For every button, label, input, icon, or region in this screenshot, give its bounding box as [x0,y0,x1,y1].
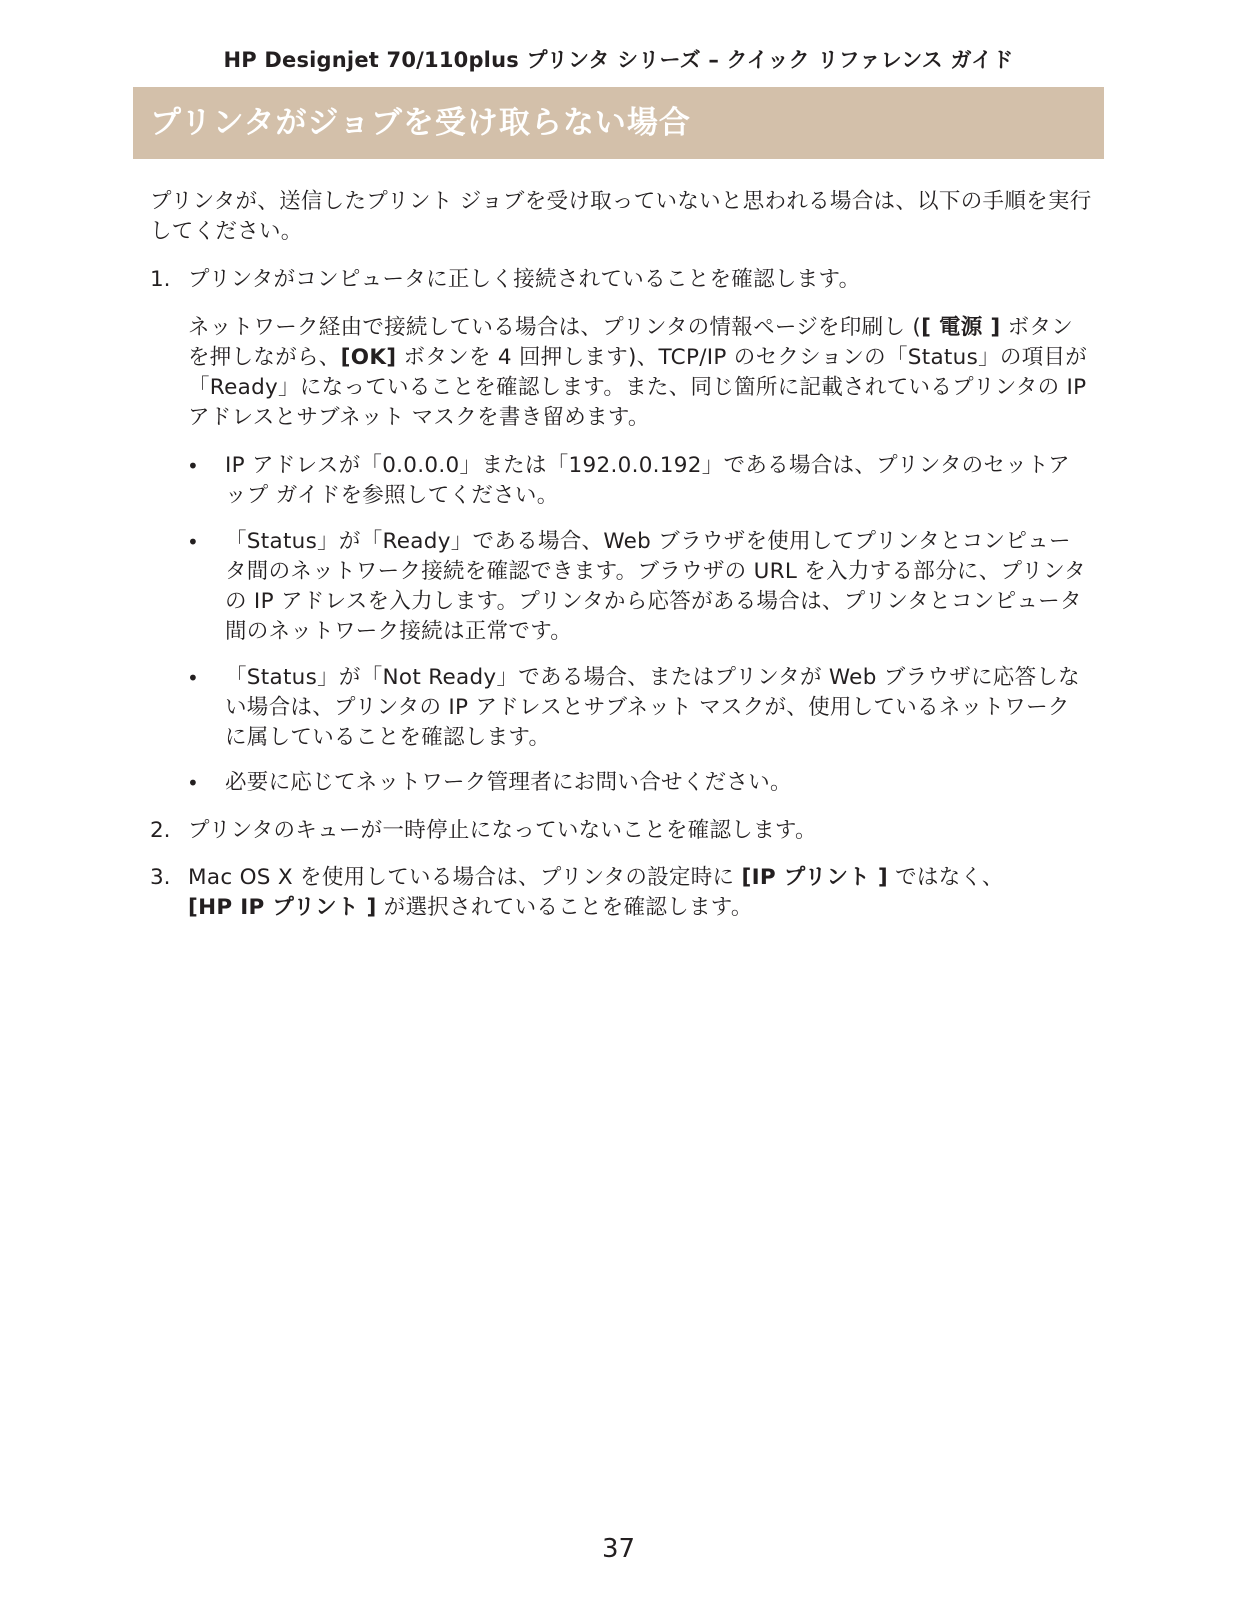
page-number: 37 [601,1534,636,1564]
step-3-text-part-3: が選択されていることを確認します。 [376,895,753,920]
step-1-text: プリンタがコンピュータに正しく接続されていることを確認します。 [188,267,861,292]
bullet-ip-address: IP アドレスが「0.0.0.0」または「192.0.0.192」である場合は、プリンタのセットアップ ガイドを参照してください。 [225,453,1070,508]
ip-print-label: [IP プリント ] [741,865,888,890]
running-header: HP Designjet 70/110plus プリンタ シリーズ – クイック リファレンス ガイド [223,48,1014,72]
network-check-paragraph [188,313,1088,433]
step-3-text-part-2: ではなく、 [888,865,1004,890]
hp-ip-print-label: [HP IP プリント ] [188,895,377,920]
step-3-text [188,863,1088,923]
bullet-status-ready: 「Status」が「Ready」である場合、Web ブラウザを使用してプリンタとコンピュータ間のネットワーク接続を確認できます。ブラウザの URL を入力する部分に、プリンタの IP アドレスを入力します。プリンタから応答がある場合は、プリンタとコンピュータ間のネットワーク接続は正常です。 [225,529,1086,644]
network-text-part-2: ボタンを押しながら、 [188,315,1074,370]
bullet-dot: • [187,530,199,554]
bullet-dot: • [187,454,199,478]
section-title-band [133,87,1104,159]
step-3-number: 3. [150,865,171,890]
step-1-number: 1. [150,267,171,292]
network-text-part-1: ネットワーク経由で接続している場合は、プリンタの情報ページを印刷し ( [188,315,922,340]
step-2-text: プリンタのキューが一時停止になっていないことを確認します。 [188,818,817,843]
bullet-dot: • [187,771,199,795]
section-title: プリンタがジョブを受け取らない場合 [150,105,691,141]
ok-button-label: [OK] [340,345,397,370]
power-button-label: [ 電源 ] [921,315,1001,340]
bullet-dot: • [187,666,199,690]
step-2-number: 2. [150,818,171,843]
intro-paragraph: プリンタが、送信したプリント ジョブを受け取っていないと思われる場合は、以下の手順を実行してください。 [150,189,1092,244]
network-text-part-3: ボタンを 4 回押します)、TCP/IP のセクションの「Status」の項目が「Ready」になっていることを確認します。また、同じ箇所に記載されているプリンタの IP アドレスとサブネット マスクを書き留めます。 [188,345,1088,430]
bullet-status-not-ready: 「Status」が「Not Ready」である場合、またはプリンタが Web ブラウザに応答しない場合は、プリンタの IP アドレスとサブネット マスクが、使用しているネットワークに属していることを確認します。 [225,665,1080,750]
bullet-contact-admin: 必要に応じてネットワーク管理者にお問い合せください。 [225,770,792,795]
step-3-text-part-1: Mac OS X を使用している場合は、プリンタの設定時に [188,865,742,890]
